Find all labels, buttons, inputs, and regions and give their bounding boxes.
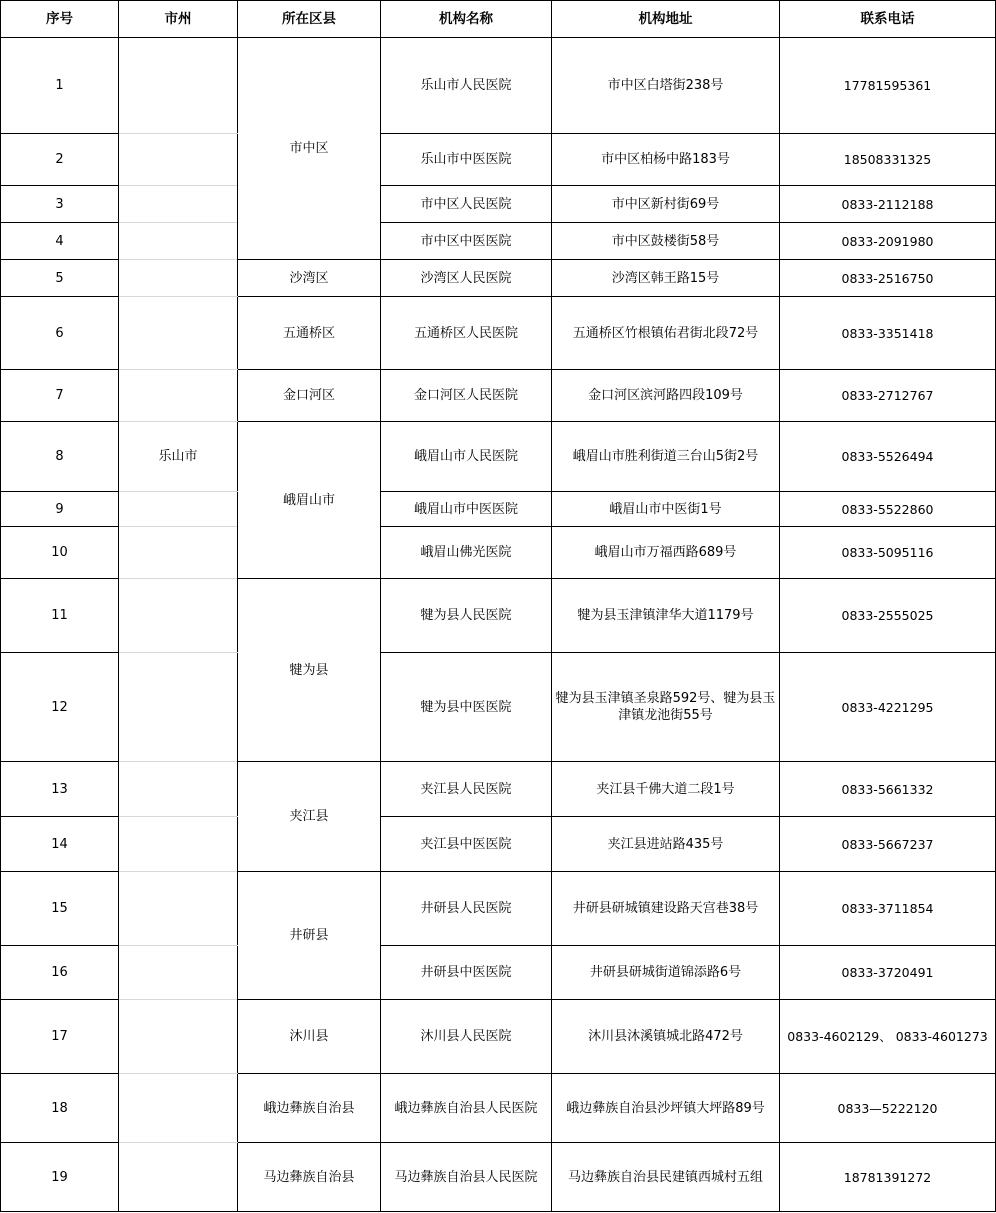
org-address: 峨眉山市万福西路689号 [552, 527, 780, 579]
row-number: 8 [1, 422, 119, 492]
org-name: 马边彝族自治县人民医院 [381, 1143, 552, 1212]
org-phone: 0833-5526494 [780, 422, 996, 492]
table-row [1, 946, 996, 1000]
org-phone: 0833-2712767 [780, 370, 996, 422]
row-number: 18 [1, 1074, 119, 1143]
org-name: 沐川县人民医院 [381, 1000, 552, 1074]
org-address: 市中区柏杨中路183号 [552, 134, 780, 186]
org-phone: 0833-5661332 [780, 762, 996, 817]
district-name: 夹江县 [238, 762, 381, 872]
org-address: 峨边彝族自治县沙坪镇大坪路89号 [552, 1074, 780, 1143]
org-phone: 0833-4602129、 0833-4601273 [780, 1000, 996, 1074]
row-number: 3 [1, 186, 119, 223]
city-cell [119, 38, 238, 134]
table-row [1, 527, 996, 579]
org-phone: 0833-3711854 [780, 872, 996, 946]
city-cell [119, 297, 238, 370]
org-address: 峨眉山市中医街1号 [552, 492, 780, 527]
org-address: 马边彝族自治县民建镇西城村五组 [552, 1143, 780, 1212]
district-name: 沐川县 [238, 1000, 381, 1074]
org-name: 峨眉山市人民医院 [381, 422, 552, 492]
table-row [1, 297, 996, 370]
org-name: 犍为县中医医院 [381, 653, 552, 762]
row-number: 7 [1, 370, 119, 422]
city-cell [119, 653, 238, 762]
header-address: 机构地址 [552, 1, 780, 38]
org-name: 峨眉山市中医医院 [381, 492, 552, 527]
table-row [1, 260, 996, 297]
org-address: 金口河区滨河路四段109号 [552, 370, 780, 422]
org-phone: 18508331325 [780, 134, 996, 186]
org-name: 市中区中医医院 [381, 223, 552, 260]
city-cell [119, 186, 238, 223]
org-phone: 18781391272 [780, 1143, 996, 1212]
city-cell [119, 370, 238, 422]
org-address: 井研县研城街道锦添路6号 [552, 946, 780, 1000]
org-phone: 0833-5667237 [780, 817, 996, 872]
org-name: 井研县人民医院 [381, 872, 552, 946]
org-name: 峨眉山佛光医院 [381, 527, 552, 579]
row-number: 9 [1, 492, 119, 527]
district-name: 峨眉山市 [238, 422, 381, 579]
table-body [1, 38, 996, 1212]
org-name: 乐山市人民医院 [381, 38, 552, 134]
city-cell [119, 223, 238, 260]
org-address: 峨眉山市胜利街道三台山5街2号 [552, 422, 780, 492]
table-row [1, 817, 996, 872]
district-name: 市中区 [238, 38, 381, 260]
city-cell [119, 762, 238, 817]
org-name: 夹江县人民医院 [381, 762, 552, 817]
header-district: 所在区县 [238, 1, 381, 38]
header-no: 序号 [1, 1, 119, 38]
row-number: 19 [1, 1143, 119, 1212]
district-name: 犍为县 [238, 579, 381, 762]
city-cell [119, 579, 238, 653]
org-name: 夹江县中医医院 [381, 817, 552, 872]
city-cell [119, 527, 238, 579]
district-name: 峨边彝族自治县 [238, 1074, 381, 1143]
header-city: 市州 [119, 1, 238, 38]
row-number: 4 [1, 223, 119, 260]
org-name: 市中区人民医院 [381, 186, 552, 223]
row-number: 17 [1, 1000, 119, 1074]
row-number: 6 [1, 297, 119, 370]
table-row [1, 1074, 996, 1143]
row-number: 15 [1, 872, 119, 946]
district-name: 沙湾区 [238, 260, 381, 297]
table-row [1, 422, 996, 492]
table-row [1, 223, 996, 260]
row-number: 10 [1, 527, 119, 579]
row-number: 13 [1, 762, 119, 817]
table-row [1, 370, 996, 422]
org-address: 沙湾区韩王路15号 [552, 260, 780, 297]
district-name: 马边彝族自治县 [238, 1143, 381, 1212]
city-cell [119, 946, 238, 1000]
org-address: 井研县研城镇建设路天宫巷38号 [552, 872, 780, 946]
org-name: 金口河区人民医院 [381, 370, 552, 422]
org-phone: 0833-2091980 [780, 223, 996, 260]
org-address: 夹江县进站路435号 [552, 817, 780, 872]
district-name: 井研县 [238, 872, 381, 1000]
table-row [1, 653, 996, 762]
table-row [1, 38, 996, 134]
table-row [1, 134, 996, 186]
header-org: 机构名称 [381, 1, 552, 38]
org-address: 市中区白塔街238号 [552, 38, 780, 134]
table-row [1, 1000, 996, 1074]
city-cell [119, 1143, 238, 1212]
org-address: 市中区新村街69号 [552, 186, 780, 223]
row-number: 16 [1, 946, 119, 1000]
row-number: 2 [1, 134, 119, 186]
table-row [1, 186, 996, 223]
org-name: 峨边彝族自治县人民医院 [381, 1074, 552, 1143]
table-row [1, 492, 996, 527]
org-name: 五通桥区人民医院 [381, 297, 552, 370]
org-phone: 0833-2555025 [780, 579, 996, 653]
org-phone: 0833-4221295 [780, 653, 996, 762]
org-address: 犍为县玉津镇圣泉路592号、犍为县玉津镇龙池街55号 [552, 653, 780, 762]
org-phone: 0833-3720491 [780, 946, 996, 1000]
org-name: 井研县中医医院 [381, 946, 552, 1000]
city-cell [119, 872, 238, 946]
city-cell [119, 817, 238, 872]
header-row [1, 1, 996, 38]
org-phone: 17781595361 [780, 38, 996, 134]
org-name: 沙湾区人民医院 [381, 260, 552, 297]
org-address: 市中区鼓楼街58号 [552, 223, 780, 260]
table-row [1, 762, 996, 817]
city-cell [119, 134, 238, 186]
district-name: 五通桥区 [238, 297, 381, 370]
org-address: 沐川县沐溪镇城北路472号 [552, 1000, 780, 1074]
district-name: 金口河区 [238, 370, 381, 422]
org-address: 五通桥区竹根镇佑君街北段72号 [552, 297, 780, 370]
row-number: 5 [1, 260, 119, 297]
org-phone: 0833-5095116 [780, 527, 996, 579]
org-phone: 0833-2112188 [780, 186, 996, 223]
row-number: 11 [1, 579, 119, 653]
table-row [1, 579, 996, 653]
city-cell [119, 1074, 238, 1143]
row-number: 14 [1, 817, 119, 872]
city-cell [119, 1000, 238, 1074]
city-cell [119, 492, 238, 527]
table-row [1, 872, 996, 946]
row-number: 1 [1, 38, 119, 134]
row-number: 12 [1, 653, 119, 762]
org-phone: 0833—5222120 [780, 1074, 996, 1143]
table-row [1, 1143, 996, 1212]
org-name: 乐山市中医医院 [381, 134, 552, 186]
org-phone: 0833-2516750 [780, 260, 996, 297]
org-address: 夹江县千佛大道二段1号 [552, 762, 780, 817]
header-phone: 联系电话 [780, 1, 996, 38]
city-name: 乐山市 [119, 422, 238, 492]
city-cell [119, 260, 238, 297]
org-address: 犍为县玉津镇津华大道1179号 [552, 579, 780, 653]
org-name: 犍为县人民医院 [381, 579, 552, 653]
org-phone: 0833-3351418 [780, 297, 996, 370]
org-phone: 0833-5522860 [780, 492, 996, 527]
